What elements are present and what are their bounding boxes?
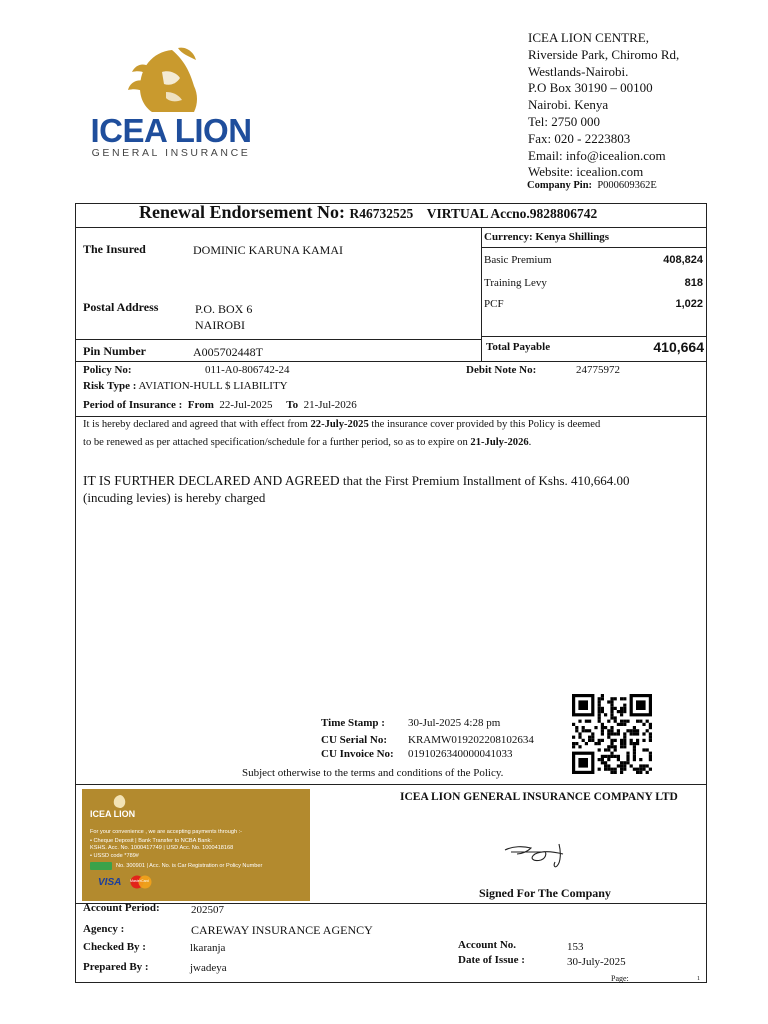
further-declared-line-1 <box>83 473 630 489</box>
divider <box>481 336 707 337</box>
premium-row-label: Basic Premium <box>484 254 552 266</box>
company-pin-label: Company Pin: <box>527 180 593 191</box>
address-line: Fax: 020 - 2223803 <box>528 130 631 146</box>
date-of-issue-label: Date of Issue : <box>458 954 525 966</box>
to-label: To <box>286 399 299 411</box>
signature <box>503 838 573 870</box>
policy-value: 011-A0-806742-24 <box>205 364 290 376</box>
signed-for-company: Signed For The Company <box>479 886 611 900</box>
company-address <box>528 30 679 181</box>
premium-row-value: 1,022 <box>675 298 703 310</box>
checked-by-value: lkaranja <box>190 942 226 954</box>
virtual-account: VIRTUAL Accno.9828806742 <box>426 206 598 221</box>
address-line: Nairobi. Kenya <box>528 97 609 113</box>
company-pin-value: P000609362E <box>597 180 657 191</box>
divider <box>75 784 707 785</box>
checked-by-label: Checked By : <box>83 941 146 953</box>
from-value: 22-Jul-2025 <box>219 399 273 411</box>
declaration-line-2 <box>83 437 531 448</box>
banner-line: KSHS. Acc. No. 1000417749 | USD Acc. No. 1000418168 <box>90 845 234 851</box>
divider <box>75 903 707 904</box>
from-label: From <box>187 399 214 411</box>
endorsement-label: Renewal Endorsement No: <box>139 202 345 222</box>
cu-serial-label: CU Serial No: <box>321 734 387 746</box>
banner-line: For your convenience , we are accepting payments through :- <box>90 829 243 835</box>
mastercard-label: MasterCard <box>130 879 149 883</box>
debit-value: 24775972 <box>576 364 620 376</box>
further-declared-text: that the First Premium Installment of Kshs. 410,664.00 <box>339 473 630 488</box>
currency-label: Currency: Kenya Shillings <box>484 231 610 243</box>
lion-icon <box>112 795 128 809</box>
banner-brand: ICEA LION <box>90 809 136 819</box>
address-line: Westlands-Nairobi. <box>528 63 629 79</box>
page-label: Page: <box>611 974 629 983</box>
address-line: ICEA LION CENTRE, <box>528 30 649 45</box>
declaration-line-1 <box>83 419 600 430</box>
divider <box>75 227 707 228</box>
endorsement-title <box>139 202 597 223</box>
risk-label: Risk Type : <box>83 380 137 392</box>
logo-name: ICEA LION <box>90 112 252 149</box>
payment-banner <box>82 789 310 901</box>
cu-invoice-label: CU Invoice No: <box>321 748 394 760</box>
risk-value: AVIATION-HULL $ LIABILITY <box>138 380 288 392</box>
premium-row-value: 408,824 <box>663 254 703 266</box>
page-number: 1 <box>697 976 700 982</box>
banner-line: No. 300901 | Acc. No. is Car Registration or Policy Number <box>116 863 263 869</box>
declaration-text: the insurance cover provided by this Policy is deemed <box>368 419 601 430</box>
period-label: Period of Insurance : <box>83 399 183 411</box>
visa-logo: VISA <box>98 877 122 888</box>
insured-label: The Insured <box>83 242 146 256</box>
insured-value: DOMINIC KARUNA KAMAI <box>193 243 343 257</box>
further-declared-heading: IT IS FURTHER DECLARED AND AGREED <box>83 473 340 488</box>
qr-code <box>570 694 654 774</box>
mpesa-icon <box>90 862 112 870</box>
company-pin <box>527 180 657 191</box>
risk-type <box>83 380 288 392</box>
premium-row-label: PCF <box>484 298 504 310</box>
declaration-text: to be renewed as per attached specification/schedule for a further period, so as to expire on <box>83 437 471 448</box>
divider <box>75 416 707 417</box>
pin-value: A005702448T <box>193 345 263 359</box>
debit-label: Debit Note No: <box>466 364 537 376</box>
account-period-label: Account Period: <box>83 902 160 914</box>
signoff-company: ICEA LION GENERAL INSURANCE COMPANY LTD <box>400 791 678 803</box>
account-no-label: Account No. <box>458 939 517 951</box>
expiry-date: 21-July-2026 <box>470 437 529 448</box>
agency-label: Agency : <box>83 923 125 935</box>
banner-line: • Cheque Deposit | Bank Transfer to NCBA Bank: <box>90 838 212 844</box>
pin-label: Pin Number <box>83 344 146 358</box>
period-of-insurance <box>83 399 357 411</box>
address-line: P.O Box 30190 – 00100 <box>528 80 653 96</box>
to-value: 21-Jul-2026 <box>303 399 357 411</box>
prepared-by-value: jwadeya <box>190 962 227 974</box>
logo-subtitle: GENERAL INSURANCE <box>91 147 251 159</box>
account-no-value: 153 <box>567 941 584 953</box>
prepared-by-label: Prepared By : <box>83 961 149 973</box>
endorsement-number: R46732525 <box>349 206 414 221</box>
agency-value: CAREWAY INSURANCE AGENCY <box>191 923 373 937</box>
cu-invoice-value: 0191026340000041033 <box>408 748 513 760</box>
divider <box>75 361 707 362</box>
postal-line-1: P.O. BOX 6 <box>195 302 253 316</box>
date-of-issue-value: 30-July-2025 <box>567 956 626 968</box>
declaration-text: . <box>528 437 532 448</box>
mastercard-icon <box>128 875 154 889</box>
subject-terms: Subject otherwise to the terms and conditions of the Policy. <box>242 767 504 779</box>
banner-line: • USSD code *789# <box>90 853 139 859</box>
declaration-text: It is hereby declared and agreed that with effect from <box>83 419 311 430</box>
divider <box>75 339 481 340</box>
effective-date: 22-July-2025 <box>310 419 369 430</box>
premium-row-value: 818 <box>684 277 703 289</box>
policy-label: Policy No: <box>83 364 132 376</box>
address-line: Email: info@icealion.com <box>528 147 666 163</box>
time-stamp-label: Time Stamp : <box>321 717 385 729</box>
account-period-value: 202507 <box>191 904 224 916</box>
premium-row-label: Training Levy <box>484 277 547 289</box>
address-line: Website: icealion.com <box>528 164 644 180</box>
total-value: 410,664 <box>653 339 704 355</box>
further-declared-line-2: (incuding levies) is hereby charged <box>83 490 266 505</box>
address-line: Riverside Park, Chiromo Rd, <box>528 46 680 62</box>
cu-serial-value: KRAMW019202208102634 <box>408 734 534 746</box>
qr-code-icon <box>570 694 654 774</box>
divider <box>481 247 707 248</box>
postal-line-2: NAIROBI <box>195 318 245 332</box>
time-stamp-value: 30-Jul-2025 4:28 pm <box>408 717 501 729</box>
postal-label: Postal Address <box>83 300 159 314</box>
address-line: Tel: 2750 000 <box>528 113 601 129</box>
total-label: Total Payable <box>486 341 551 353</box>
